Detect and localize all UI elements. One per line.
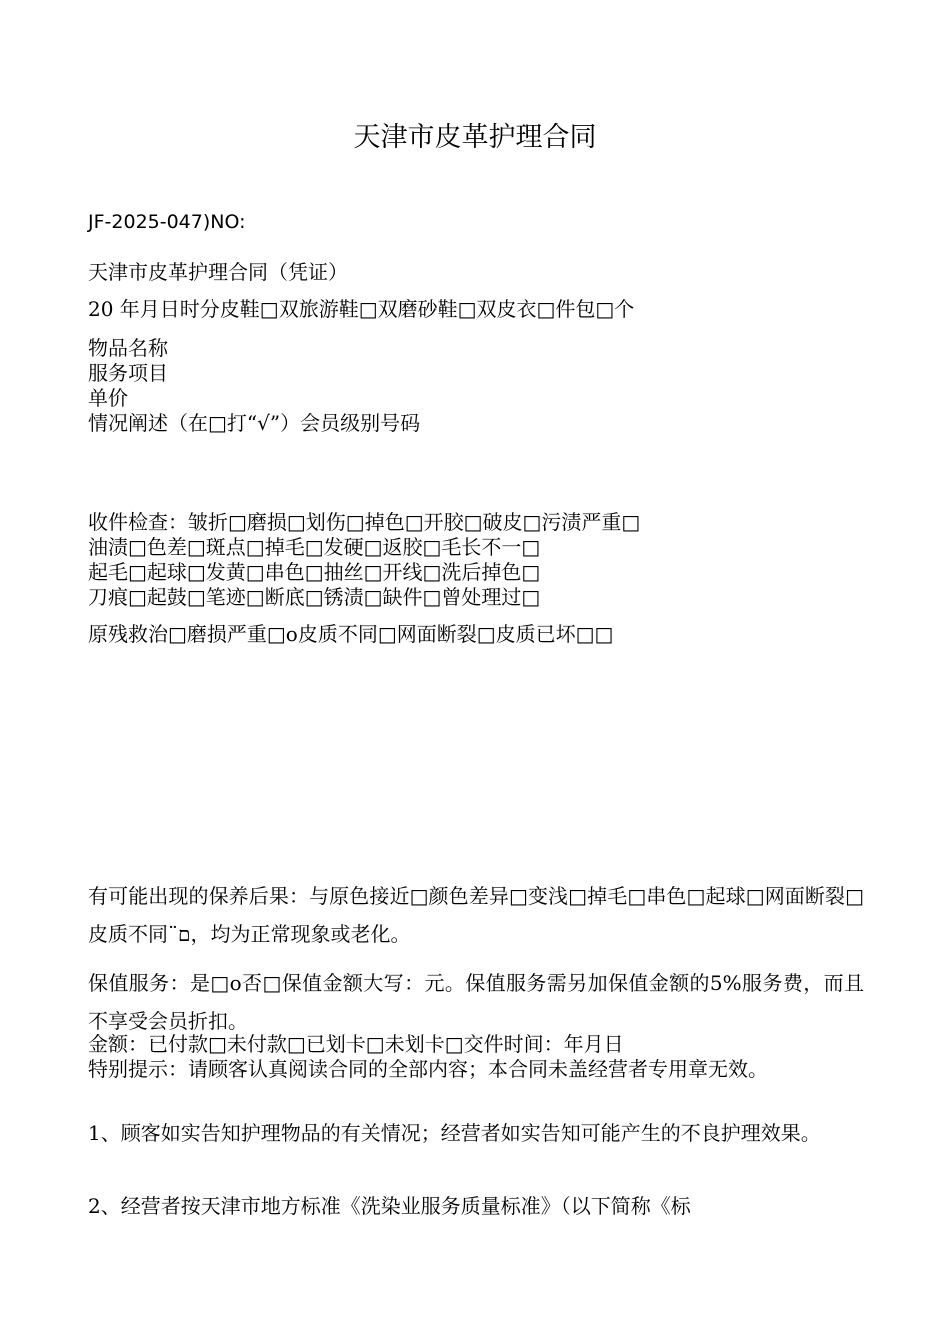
- special-notice: 特别提示：请顾客认真阅读合同的全部内容；本合同未盖经营者专用章无效。: [88, 1057, 768, 1081]
- field-item-name: 物品名称: [88, 336, 168, 360]
- field-unit-price: 单价: [88, 386, 128, 410]
- field-condition: 情况阐述（在□打“√”）会员级别号码: [88, 411, 421, 435]
- possible-results: 有可能出现的保养后果：与原色接近□颜色差异□变浅□掉毛□串色□起球□网面断裂□皮质不同¨ם，均为正常现象或老化。: [88, 884, 864, 946]
- clause-1: 1、顾客如实告知护理物品的有关情况；经营者如实告知可能产生的不良护理效果。: [88, 1121, 821, 1145]
- inspection-line: 收件检查：皱折□磨损□划伤□掉色□开胶□破皮□污渍严重□: [88, 510, 641, 534]
- value-service: 保值服务：是□o否□保值金额大写：元。保值服务需另加保值金额的5%服务费，而且不享受会员折扣。: [88, 971, 864, 1033]
- item-fields: [88, 336, 868, 436]
- document-number: JF-2025-047)NO:: [88, 211, 246, 233]
- inspection-line: 油渍□色差□斑点□掉毛□发硬□返胶□毛长不一□: [88, 535, 541, 559]
- clause-2: 2、经营者按天津市地方标准《洗染业服务质量标准》（以下简称《标: [88, 1194, 691, 1218]
- inspection-line: 刀痕□起鼓□笔迹□断底□锈渍□缺件□曾处理过□: [88, 585, 541, 609]
- voucher-title: 天津市皮革护理合同（凭证）: [88, 260, 348, 284]
- document-title: 天津市皮革护理合同: [353, 122, 597, 153]
- inspection-line: 起毛□起球□发黄□串色□抽丝□开线□洗后掉色□: [88, 560, 541, 584]
- amount-line: 金额：已付款□未付款□已划卡□未划卡□交件时间：年月日: [88, 1032, 624, 1056]
- date-item-line: 20 年月日时分皮鞋□双旅游鞋□双磨砂鞋□双皮衣□件包□个: [88, 297, 635, 321]
- residual-line: 原残救治□磨损严重□o皮质不同□网面断裂□皮质已坏□□: [88, 622, 614, 646]
- field-service: 服务项目: [88, 361, 168, 385]
- inspection-block: [88, 510, 868, 610]
